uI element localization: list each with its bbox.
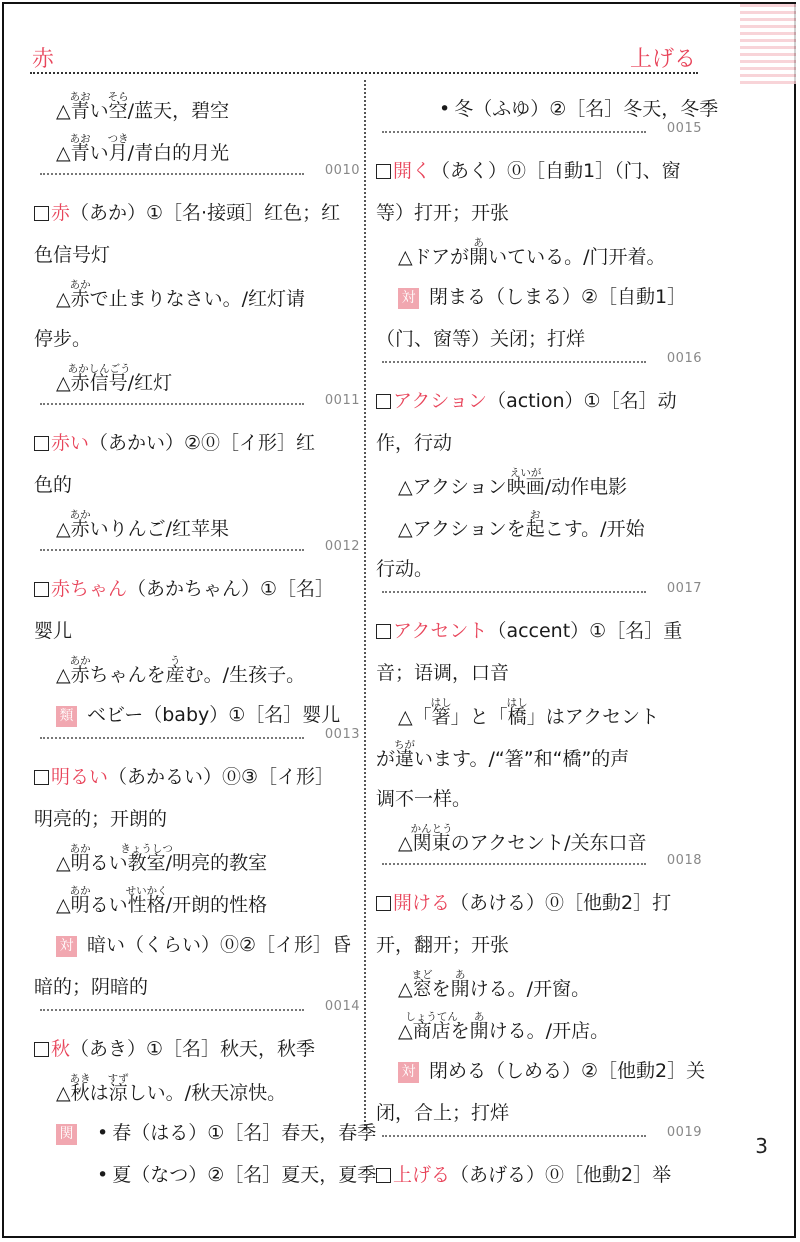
entry-number: 0010 [324,163,360,178]
example-line: △アクションを お 起こす。/开始 [398,509,645,540]
entry-number: 0016 [666,351,702,366]
example-line: が ちが 違います。/“箸”和“橋”的声 [376,739,630,770]
headword: 上げる [393,1164,451,1186]
related-line: 類 ベビー（baby）①［名］婴儿 [34,686,360,728]
headword: 明るい [51,766,109,788]
entry-line: 婴儿 [34,620,73,642]
example-line: △ あか 明るい きょうしつ 教室/明亮的教室 [56,843,268,874]
entry-separator [376,122,702,142]
related-line: • 冬（ふゆ）②［名］冬天，冬季 [439,98,719,120]
headword: 赤ちゃん [51,578,128,600]
example-line: △ まど 窓を あ 開ける。/开窗。 [398,969,591,1000]
example-line: △アクション えいが 映画/动作电影 [398,467,628,498]
headword: アクセント [393,620,488,642]
entry-separator [34,540,360,560]
entry-number: 0019 [666,1125,702,1140]
entry-number: 0011 [324,393,360,408]
example-line: △ あか 赤ちゃんを う 産む。/生孩子。 [56,655,306,686]
entry-separator [34,164,360,184]
entry-line: 暗的；阴暗的 [34,976,149,998]
entry-headline: アクション（action）①［名］动 [376,372,702,414]
entry-line: 行动。 [376,558,434,580]
entry-line: 开，翻开；开张 [376,934,510,956]
page-number: 3 [755,1134,768,1158]
entry-number: 0014 [324,999,360,1014]
checkbox[interactable] [34,770,49,785]
entry-line: （门、窗等）关闭；打烊 [376,328,586,350]
headword: 秋 [51,1038,71,1060]
right-column [376,80,719,1188]
entry-separator [34,1000,360,1020]
entry-headline: 赤い（あかい）②⓪［イ形］红 [34,414,360,456]
headword: 赤 [51,202,71,224]
entry-number: 0013 [324,727,360,742]
related-tag-icon: 関 [56,1124,77,1145]
related-line: 対 閉める（しめる）②［他動2］关 [376,1042,702,1084]
example-line: △ かんとう 関東のアクセント/关东口音 [398,823,647,854]
checkbox[interactable] [376,394,391,409]
headword: アクション [393,390,488,412]
related-line: 対 閉まる（しまる）②［自動1］ [376,268,702,310]
left-column [34,80,377,1188]
headword: 開く [393,160,432,182]
entry-headline: 開ける（あける）⓪［他動2］打 [376,874,702,916]
similar-tag-icon: 類 [56,706,77,727]
example-line: △ しょうてん 商店を あ 開ける。/开店。 [398,1011,610,1042]
entry-line: 调不一样。 [376,788,472,810]
header-left-guide-word: 赤 [32,47,55,72]
entry-headline: 赤（あか）①［名·接頭］红色；红 [34,184,360,226]
entry-headline: アクセント（accent）①［名］重 [376,602,702,644]
entry-line: 色信号灯 [34,244,111,266]
checkbox[interactable] [34,436,49,451]
header-right-guide-word: 上げる [629,47,696,72]
example-line: △ あか 赤で止まりなさい。/红灯请 [56,279,306,310]
entry-line: 色的 [34,474,73,496]
example-line: △ あか 赤いりんご/红苹果 [56,509,230,540]
checkbox[interactable] [376,164,391,179]
related-line: 関 • 春（はる）①［名］春天，春季 [34,1104,360,1146]
entry-separator [376,854,702,874]
antonym-tag-icon: 対 [398,1062,419,1083]
checkbox[interactable] [34,206,49,221]
entry-number: 0012 [324,539,360,554]
example-line: △ あか 明るい せいかく 性格/开朗的性格 [56,885,268,916]
entry-line: 停步。 [34,328,92,350]
checkbox[interactable] [376,1168,391,1183]
entry-number: 0015 [666,121,702,136]
entry-headline: 明るい（あかるい）⓪③［イ形］ [34,748,360,790]
entry-headline: 秋（あき）①［名］秋天，秋季 [34,1020,360,1062]
entry-separator [34,728,360,748]
entry-separator [376,352,702,372]
entry-line: 作，行动 [376,432,453,454]
header-rule [30,72,698,74]
entry-separator [376,1126,702,1146]
antonym-tag-icon: 対 [56,936,77,957]
example-line: △ あき 秋は すず 涼しい。/秋天凉快。 [56,1073,287,1104]
entry-separator [34,394,360,414]
headword: 開ける [393,892,451,914]
related-line: • 夏（なつ）②［名］夏天，夏季 [97,1164,377,1186]
headword: 赤い [51,432,90,454]
entry-line: 音；语调，口音 [376,662,510,684]
corner-decoration [740,4,796,84]
entry-number: 0017 [666,581,702,596]
entry-line: 明亮的；开朗的 [34,808,168,830]
example-line: △「 はし 箸」と「 はし 橋」はアクセント [398,697,660,728]
antonym-tag-icon: 対 [398,288,419,309]
entry-line: 闭，合上；打烊 [376,1102,510,1124]
entry-headline: 赤ちゃん（あかちゃん）①［名］ [34,560,360,602]
column-divider [364,80,366,1130]
entry-headline: 開く（あく）⓪［自動1］（门、窗 [376,142,702,184]
entry-headline: 上げる（あげる）⓪［他動2］举 [376,1146,702,1188]
example-line: △ドアが あ 開いている。/门开着。 [398,237,666,268]
entry-separator [376,582,702,602]
entry-number: 0018 [666,853,702,868]
entry-line: 等）打开；开张 [376,202,510,224]
checkbox[interactable] [34,582,49,597]
example-line: △ あかしんごう 赤信号/红灯 [56,363,173,394]
related-line: 対 暗い（くらい）⓪②［イ形］昏 [34,916,360,958]
example-line: △ あお 青い つき 月/青白的月光 [56,133,230,164]
checkbox[interactable] [376,624,391,639]
checkbox[interactable] [34,1042,49,1057]
example-line: △ あお 青い そら 空/蓝天，碧空 [56,91,230,122]
checkbox[interactable] [376,896,391,911]
